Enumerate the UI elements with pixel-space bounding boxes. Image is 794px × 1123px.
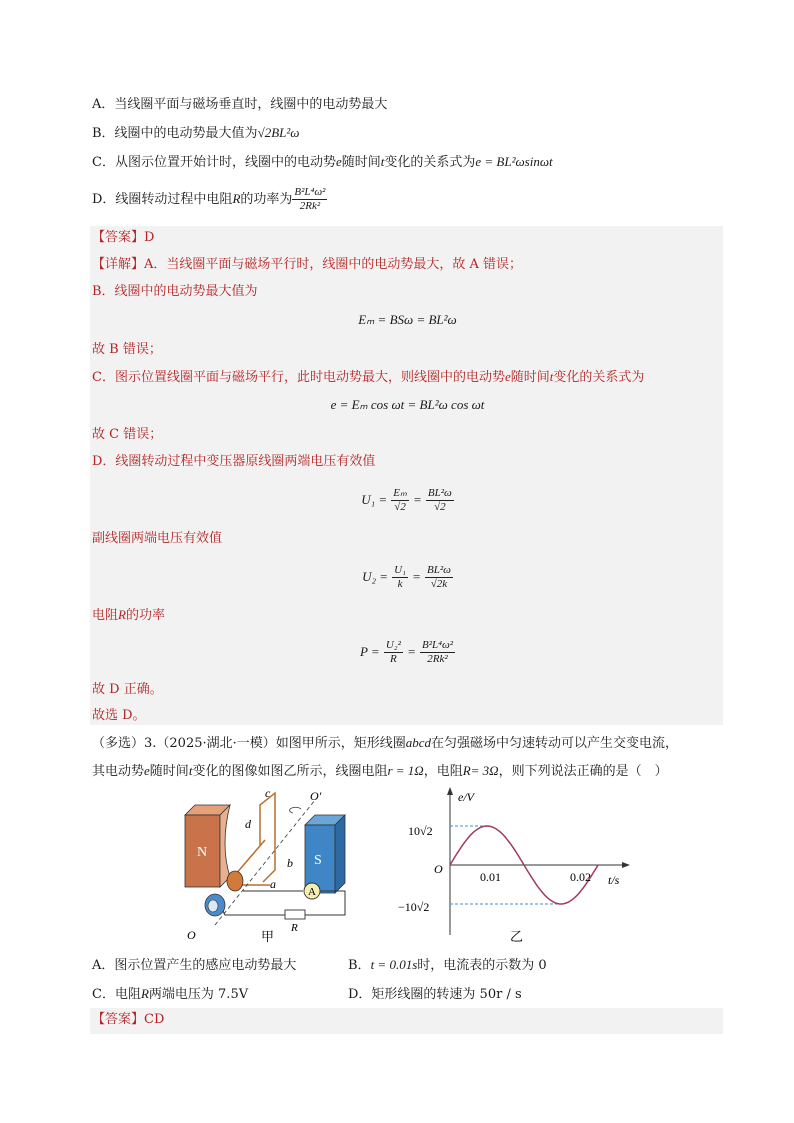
- x-tick-1: 0.01: [480, 870, 501, 884]
- label-n: N: [197, 845, 208, 860]
- detail-text: A．当线圈平面与磁场平行时，线圈中的电动势最大，故 A 错误；: [144, 257, 523, 272]
- eq-frac: [420, 639, 455, 666]
- frac-num: Eₘ: [393, 487, 407, 499]
- detail-text: 变化的关系式为: [553, 370, 645, 385]
- equation-emax: Eₘ = BSω = BL²ω: [358, 312, 457, 327]
- option-3c: [92, 983, 248, 1002]
- eq-frac: [391, 487, 409, 514]
- detail-line-4: [92, 368, 723, 387]
- detail-line-5: 故 C 错误；: [92, 427, 163, 442]
- label-resistor: R: [291, 922, 298, 934]
- detail-line-10: 故选 D。: [92, 708, 146, 723]
- opt-math: t = 0.01s: [370, 957, 418, 972]
- equation-u1: U₁ = $\frac{\text{Eₘ}}{√2}$ = $\frac{\text{BL²ω}}{√2}$: [361, 487, 452, 513]
- circuit-bottom: [223, 911, 285, 915]
- y-tick-bottom: −10√2: [398, 900, 430, 914]
- eq-frac: [392, 564, 408, 591]
- detail-text: 电阻: [92, 608, 119, 623]
- var-t: t: [380, 154, 385, 169]
- detail-text: 的功率: [125, 608, 165, 623]
- option-d-fraction: [292, 186, 327, 213]
- y-tick-top: 10√2: [408, 824, 433, 838]
- option-d-text2: 的功率为: [240, 192, 293, 207]
- detail-line-1: [92, 256, 723, 274]
- detail-line-8: [92, 606, 723, 625]
- y-axis-label: e/V: [458, 790, 474, 804]
- option-d-text: D．线圈转动过程中电阻: [92, 192, 233, 207]
- frac-num: B²L⁴ω²: [294, 186, 326, 198]
- x-axis-label: t/s: [608, 873, 620, 887]
- q3-text: 变化的图像如图乙所示，线圈电阻: [192, 764, 388, 779]
- eq-lhs: U₂ =: [362, 569, 389, 584]
- detail-line-2: B．线圈中的电动势最大值为: [92, 284, 258, 299]
- origin-label: O: [434, 862, 443, 876]
- label-s: S: [314, 853, 322, 868]
- var-R: R: [232, 191, 241, 206]
- resistor: [285, 910, 305, 919]
- coil-wire-2: [235, 840, 265, 875]
- label-ammeter: A: [308, 886, 316, 898]
- var-t: t: [188, 763, 193, 778]
- detail-text: 随时间: [510, 370, 550, 385]
- eq-frac: [426, 487, 454, 514]
- slip-ring-inner: [208, 900, 218, 912]
- option-c-text3: 变化的关系式为: [384, 155, 476, 170]
- frac-num: BL²ω: [427, 487, 452, 499]
- var-t: t: [549, 369, 554, 384]
- frac-den: 2Rk²: [427, 653, 448, 665]
- option-c-text2: 随时间: [341, 155, 381, 170]
- opt-text: 时，电流表的示数为 0: [417, 958, 547, 973]
- frac-num: U₂²: [385, 639, 401, 651]
- q3-r: r = 1Ω: [387, 763, 424, 778]
- q3-text: 其电动势: [92, 764, 145, 779]
- frac-num: B²L⁴ω²: [421, 639, 454, 651]
- q3-text: ，则下列说法正确的是（ ）: [498, 764, 668, 779]
- question-3-line-1: [92, 734, 723, 753]
- equation-e-cos: e = Eₘ cos ωt = BL²ω cos ωt: [330, 397, 485, 412]
- y-axis-arrow: [447, 787, 453, 795]
- opt-text: B．: [348, 958, 371, 973]
- label-b: b: [287, 856, 293, 870]
- var-R: R: [118, 607, 126, 622]
- var-e: e: [504, 369, 511, 384]
- opt-text: C．电阻: [92, 987, 141, 1002]
- eq-lhs: U₁ =: [361, 492, 388, 507]
- frac-den: √2: [434, 501, 446, 513]
- coil-wire: [260, 793, 275, 882]
- figure-caption-jia: 甲: [261, 929, 275, 944]
- q3-R: R= 3Ω: [462, 763, 499, 778]
- option-c-math: e = BL²ωsinωt: [475, 154, 553, 169]
- detail-line-9: 故 D 正确。: [92, 682, 163, 697]
- eq-lhs: P =: [359, 644, 380, 659]
- eq-frac: [384, 639, 403, 666]
- answer-value: D: [144, 230, 155, 245]
- equation-u2: U₂ = $\frac{\text{U₁}}{k}$ = $\frac{\text{BL²ω}}{√2k}$: [362, 564, 451, 590]
- option-a-prev: A．当线圈平面与磁场垂直时，线圈中的电动势最大: [92, 97, 388, 112]
- answer-1: [92, 229, 723, 247]
- slip-ring-1: [227, 871, 243, 891]
- option-b-math: √2BL²ω: [257, 125, 300, 140]
- rotation-arrow: [290, 807, 301, 813]
- answer-label: 【答案】: [92, 230, 145, 245]
- option-b-prev: [92, 124, 723, 143]
- opt-text: 两端电压为 7.5V: [148, 987, 249, 1002]
- x-tick-2: 0.02: [570, 870, 591, 884]
- frac-den: √2k: [430, 578, 448, 590]
- equation-p: P = $\frac{\text{U₂²}}{R}$ = $\frac{\text{B²L⁴ω²}}{\text{2Rk²}}$: [359, 639, 454, 665]
- answer-3: [92, 1011, 723, 1029]
- var-e: e: [144, 763, 150, 778]
- answer-label: 【答案】: [92, 1012, 145, 1027]
- q3-text: （多选）3.（2025·湖北·一模）如图甲所示，矩形线圈: [92, 736, 406, 751]
- opt-math: R: [140, 986, 149, 1001]
- label-o: O: [187, 928, 196, 942]
- frac-num: U₁: [394, 564, 406, 576]
- frac-num: BL²ω: [427, 564, 451, 576]
- frac-den: k: [397, 578, 403, 590]
- detail-text: C．图示位置线圈平面与磁场平行，此时电动势最大，则线圈中的电动势: [92, 370, 505, 385]
- question-3-line-2: [92, 762, 723, 781]
- q3-text: 随时间: [149, 764, 189, 779]
- frac-den: R: [390, 653, 397, 665]
- magnet-s-side: [335, 815, 345, 893]
- label-o-prime: O′: [310, 789, 322, 803]
- answer-value: CD: [144, 1012, 165, 1027]
- figure-emf-graph: [398, 785, 638, 945]
- label-d: d: [245, 817, 251, 831]
- frac-den: √2: [394, 501, 406, 513]
- option-c-prev: [92, 153, 723, 172]
- label-a: a: [270, 877, 276, 891]
- x-axis-arrow: [622, 862, 630, 868]
- label-c: c: [265, 786, 271, 800]
- detail-label: 【详解】: [92, 257, 145, 272]
- figure-generator: [175, 785, 360, 945]
- detail-line-3: 故 B 错误；: [92, 342, 162, 357]
- frac-den: 2Rk²: [299, 200, 321, 212]
- option-d-prev: [92, 184, 723, 215]
- option-3b: [348, 954, 547, 973]
- q3-abcd: abcd: [405, 735, 432, 750]
- axis-oo: [215, 800, 315, 925]
- option-b-text: B．线圈中的电动势最大值为: [92, 126, 258, 141]
- q3-text: ，电阻: [423, 764, 463, 779]
- figure-caption-yi: 乙: [510, 929, 524, 944]
- eq-frac: [425, 564, 453, 591]
- detail-line-7: 副线圈两端电压有效值: [92, 531, 223, 546]
- option-c-text: C．从图示位置开始计时，线圈中的电动势: [92, 155, 336, 170]
- q3-text: 在匀强磁场中匀速转动可以产生交变电流，: [431, 736, 679, 751]
- var-e: e: [335, 154, 342, 169]
- option-3a: A．图示位置产生的感应电动势最大: [92, 958, 297, 973]
- detail-line-6: D．线圈转动过程中变压器原线圈两端电压有效值: [92, 454, 376, 469]
- option-3d: D．矩形线圈的转速为 50r / s: [348, 987, 522, 1002]
